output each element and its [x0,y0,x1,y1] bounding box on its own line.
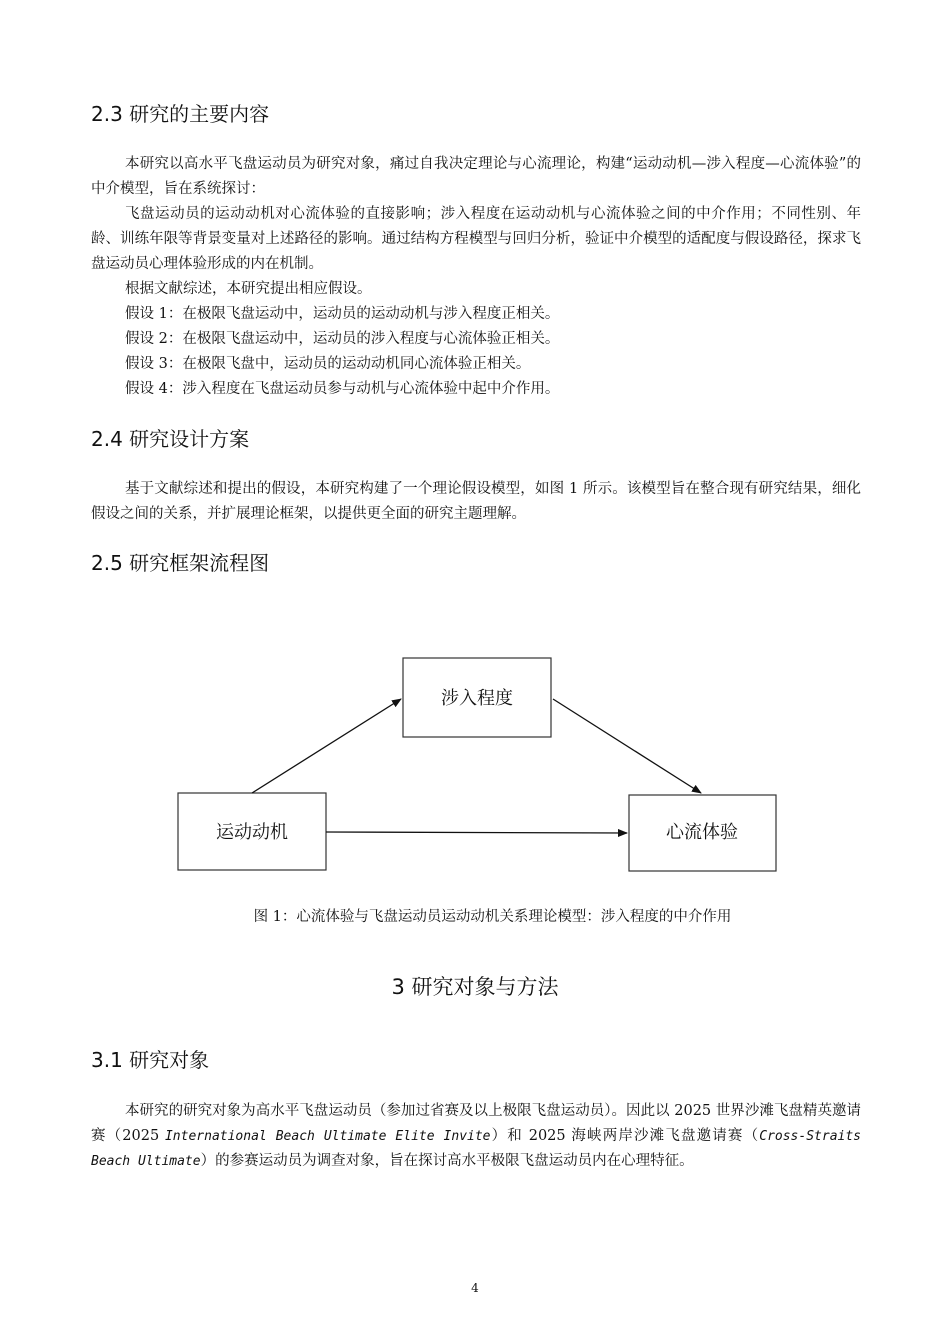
hypothesis-1: 假设 1：在极限飞盘运动中，运动员的运动动机与涉入程度正相关。 [125,306,560,322]
paragraph [91,1099,861,1174]
event-name-en-2: Cross-Straits Beach Ultimate [91,1129,861,1169]
text-run: ）和 2025 海峡两岸沙滩飞盘邀请赛（ [490,1128,760,1144]
section-heading-2-3: 2.3 研究的主要内容 [91,102,270,126]
flow-node [629,795,776,871]
text-run: ）的参赛运动员为调查对象，旨在探讨高水平极限飞盘运动员内在心理特征。 [200,1153,694,1169]
section-heading-3-1: 3.1 研究对象 [91,1048,210,1072]
paragraph: 根据文献综述，本研究提出相应假设。 [125,281,372,297]
event-name-en-1: International Beach Ultimate Elite Invite [164,1129,491,1144]
involvement-node [403,658,551,737]
section-2-4-body [91,477,861,527]
hypothesis-3: 假设 3：在极限飞盘中，运动员的运动动机同心流体验正相关。 [125,356,531,372]
section-heading-2-4: 2.4 研究设计方案 [91,427,250,451]
arrow-involvement-to-flow [553,699,701,793]
figure-caption: 图 1：心流体验与飞盘运动员运动动机关系理论模型：涉入程度的中介作用 [253,909,732,925]
page-number: 4 [471,1281,479,1295]
involvement-label: 涉入程度 [441,688,513,709]
flow-label: 心流体验 [666,822,738,843]
arrow-motivation-to-flow [326,832,627,833]
paragraph: 本研究以高水平飞盘运动员为研究对象，痛过自我决定理论与心流理论，构建“运动动机—涉入程度—心流体验”的中介模型，旨在系统探讨： [91,156,861,197]
paragraph: 飞盘运动员的运动动机对心流体验的直接影响；涉入程度在运动动机与心流体验之间的中介作用；不同性别、年龄、训练年限等背景变量对上述路径的影响。通过结构方程模型与回归分析，验证中介模型的适配度与假设路径，探求飞盘运动员心理体验形成的内在机制。 [91,206,861,272]
arrow-motivation-to-involvement [252,699,401,793]
text-run: 本研究的研究对象为高水平飞盘运动员（参加过省赛及以上极限飞盘运动员）。因此以 2025 世界沙滩飞盘精英邀请赛（2025 [91,1103,861,1144]
hypothesis-4: 假设 4：涉入程度在飞盘运动员参与动机与心流体验中起中介作用。 [125,381,560,397]
section-2-3-body [91,152,861,402]
paragraph: 基于文献综述和提出的假设，本研究构建了一个理论假设模型，如图 1 所示。该模型旨在整合现有研究结果，细化假设之间的关系，并扩展理论框架，以提供更全面的研究主题理解。 [91,481,861,522]
research-framework-diagram [0,640,950,890]
hypothesis-2: 假设 2：在极限飞盘运动中，运动员的涉入程度与心流体验正相关。 [125,331,560,347]
motivation-node [178,793,326,870]
section-heading-2-5: 2.5 研究框架流程图 [91,551,270,575]
section-3-1-body [91,1099,861,1174]
motivation-label: 运动动机 [216,822,288,843]
chapter-heading-3: 3 研究对象与方法 [391,975,559,999]
